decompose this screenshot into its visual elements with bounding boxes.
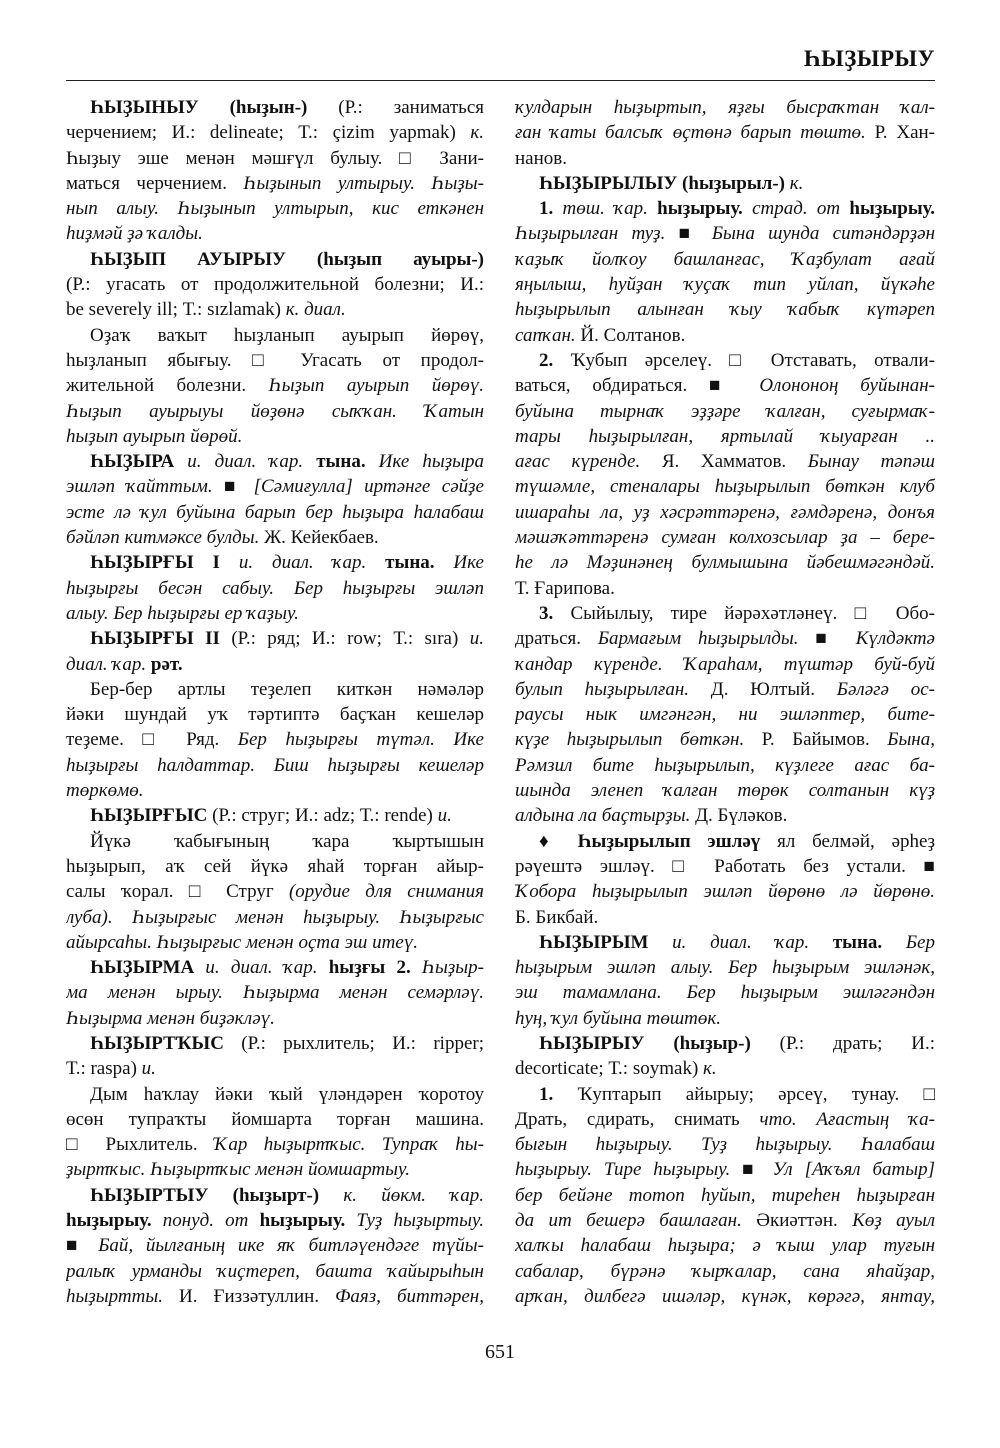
italic-text: к. диал. <box>285 299 346 321</box>
text-line <box>515 221 935 246</box>
italic-text: һыҙырғы бесән сабыу. Бер һыҙырғы эшләп <box>66 577 484 599</box>
text-line <box>66 727 484 752</box>
dictionary-paragraph <box>515 1031 935 1082</box>
text-line <box>515 196 935 221</box>
text-line <box>515 778 935 803</box>
text-line <box>66 879 484 904</box>
regular-text: салы ҡорал. □ Струг <box>66 881 289 903</box>
dictionary-paragraph <box>515 171 935 196</box>
italic-text: и. диал. ҡар. <box>174 451 317 473</box>
text-line <box>66 1157 484 1182</box>
text-line <box>66 550 484 575</box>
text-line <box>66 1031 484 1056</box>
italic-text: Һыҙынып ултырыу. Һыҙы- <box>243 172 484 194</box>
text-line <box>66 626 484 651</box>
italic-text: һыҙырылып алынған ҡыу ҡабыҡ күтәреп <box>515 299 935 321</box>
text-line <box>66 348 484 373</box>
italic-text: эшләп ҡайттым. <box>66 476 224 498</box>
italic-text: һуң, ҡул буйына төштөк. <box>515 1007 722 1029</box>
text-line <box>515 980 935 1005</box>
dictionary-paragraph <box>66 550 484 626</box>
text-line <box>66 1183 484 1208</box>
regular-text: Т.: raspa) <box>66 1058 142 1080</box>
text-line <box>66 171 484 196</box>
text-line <box>66 652 484 677</box>
regular-text: ваться, обдираться. ■ <box>515 375 760 397</box>
text-line <box>66 221 484 246</box>
text-line <box>66 120 484 145</box>
italic-text: к. <box>784 172 804 194</box>
regular-text: ■ <box>742 1159 773 1181</box>
regular-text: Б. Бикбай. <box>515 906 599 928</box>
text-line <box>515 702 935 727</box>
text-line <box>515 449 935 474</box>
dictionary-paragraph <box>515 95 935 171</box>
italic-text: Ул [Аҡъял батыр] <box>772 1159 935 1181</box>
italic-text: арҡан, дилбегә ишәләр, күнәк, көрәгә, янтау, <box>515 1285 935 1307</box>
dictionary-paragraph <box>515 601 935 829</box>
regular-text: черчением; И.: delineate; Т.: çizim yapmak) <box>66 122 471 144</box>
regular-text: Һыҙыу эше менән мәшғүл булыу. □ Зани- <box>66 147 484 169</box>
text-line <box>66 803 484 828</box>
dictionary-paragraph <box>66 677 484 803</box>
italic-text: һыҙырым эшләп алыу. Бер һыҙырым эшләнәк, <box>515 957 935 979</box>
text-line <box>66 424 484 449</box>
italic-text: Туҙ һыҙыртыу. <box>345 1210 484 1232</box>
regular-text: Бер-бер артлы теҙелеп киткән нәмәләр <box>90 678 484 700</box>
bold-text: һыҙырыу. <box>259 1210 346 1232</box>
text-line <box>515 930 935 955</box>
text-line <box>515 1259 935 1284</box>
text-line <box>515 829 935 854</box>
italic-text: Ике һыҙыра <box>365 451 484 473</box>
regular-text: (Р.: рыхлитель; И.: ripper; <box>223 1032 484 1054</box>
text-line <box>66 1082 484 1107</box>
text-line <box>515 500 935 525</box>
text-line <box>515 1233 935 1258</box>
dictionary-paragraph <box>66 1183 484 1309</box>
italic-text: к. йөкм. ҡар. <box>319 1184 484 1206</box>
italic-text: бығын һыҙырыу. Туҙ һыҙырыу. Һалабаш <box>515 1134 935 1156</box>
text-line <box>66 323 484 348</box>
italic-text: һыҙырғы һалдаттар. Биш һыҙырғы кешеләр <box>66 754 484 776</box>
regular-text: ■ <box>66 1235 99 1257</box>
text-line <box>66 854 484 879</box>
dictionary-paragraph <box>66 803 484 828</box>
italic-text: [Сәмиғулла] иртәнге сәйҙе <box>253 476 484 498</box>
text-line <box>515 576 935 601</box>
text-line <box>66 829 484 854</box>
text-line <box>515 1183 935 1208</box>
italic-text: күҙе һыҙырылып бөткән. <box>515 729 762 751</box>
italic-text: ралыҡ урманды ҡиҫтереп, башта ҡайырыһын <box>66 1260 484 1282</box>
italic-text: Көҙ ауыл <box>852 1210 935 1232</box>
regular-text: Йүкә ҡабығының ҡара ҡыртышын <box>90 830 484 852</box>
dictionary-paragraph <box>66 1031 484 1082</box>
italic-text: һыҙып ауырып йөрөй. <box>66 425 243 447</box>
regular-text: Ҡуптарып айырыу; әрсеү, тунау. □ <box>553 1083 935 1105</box>
text-line <box>515 1006 935 1031</box>
italic-text: шында эленеп ҡалған төрөк солтанын күҙ <box>515 780 935 802</box>
italic-text: Бер һыҙырғы түтәл. Ике <box>237 729 484 751</box>
regular-text: рәүештә эшләү. □ Работать без устали. ■ <box>515 855 935 877</box>
text-line <box>515 955 935 980</box>
italic-text: и. <box>469 628 484 650</box>
italic-text: Олононоң буйынан- <box>759 375 935 397</box>
italic-text: ҡандар күренде. Ҡараһам, түштәр буй-буй <box>515 653 935 675</box>
text-line <box>515 323 935 348</box>
italic-text: буйына тырнаҡ эҙҙәре ҡалған, суғырмаҡ- <box>515 400 935 422</box>
regular-text: ■ <box>815 628 856 650</box>
text-line <box>66 247 484 272</box>
bold-text: 2. <box>539 349 554 371</box>
text-line <box>66 525 484 550</box>
text-line <box>515 753 935 778</box>
italic-text: Ике <box>434 552 484 574</box>
text-line <box>515 474 935 499</box>
text-line <box>515 272 935 297</box>
italic-text: Һыҙырылған туҙ. <box>515 223 679 245</box>
regular-text: Я. Хамматов. <box>661 451 808 473</box>
regular-text: Р. Байымов. <box>761 729 888 751</box>
text-line <box>515 550 935 575</box>
regular-text: жительной болезни. <box>66 375 269 397</box>
text-line <box>66 95 484 120</box>
regular-text: өсөн тупраҡты йомшарта торған машина. <box>66 1108 484 1130</box>
dictionary-paragraph <box>66 955 484 1031</box>
italic-text: һыҙырыу. Тире һыҙырыу. <box>515 1159 743 1181</box>
text-line <box>515 905 935 930</box>
italic-text: Һыҙыр- <box>410 957 484 979</box>
regular-text: (Р.: драть; И.: <box>750 1032 935 1054</box>
italic-text: (орудие для снимания <box>288 881 484 903</box>
italic-text: булып һыҙырылған. <box>515 678 711 700</box>
page-number: 651 <box>485 1341 515 1363</box>
italic-text: һиҙмәй ҙә ҡалды. <box>66 223 203 245</box>
italic-text: к. <box>703 1058 717 1080</box>
text-line <box>66 753 484 778</box>
italic-text: төш. ҡар. <box>553 198 658 220</box>
italic-text: халҡы һалабаш һыҙыра; ә ҡыш улар туғын <box>515 1235 935 1257</box>
italic-text: алдына ла баҫтырҙы. <box>515 805 696 827</box>
text-line <box>66 1132 484 1157</box>
bold-text: ҺЫҘЫРТЫУ (һыҙырт-) <box>90 1184 320 1206</box>
header-rule <box>66 80 935 81</box>
text-line <box>66 500 484 525</box>
italic-text: Бына шунда ситәндәрҙән <box>711 223 935 245</box>
italic-text: сабалар, бүрәнә ҡырҡалар, сана яһайҙар, <box>515 1260 935 1282</box>
regular-text: Й. Солтанов. <box>580 324 686 346</box>
dictionary-paragraph <box>66 829 484 955</box>
text-line <box>515 652 935 677</box>
italic-text: Бына, <box>887 729 935 751</box>
text-line <box>66 1233 484 1258</box>
bold-text: тына. <box>385 552 435 574</box>
text-line <box>515 373 935 398</box>
text-line <box>515 727 935 752</box>
italic-text: эсте лә ҡул буйына барып бер һыҙыра һалабаш <box>66 501 484 523</box>
text-line <box>66 474 484 499</box>
italic-text: бәйләп китмәксе булды. <box>66 527 265 549</box>
text-line <box>515 399 935 424</box>
italic-text: түшәмле, стеналары һыҙырылып бөткән клуб <box>515 476 935 498</box>
text-line <box>515 171 935 196</box>
bold-text: рәт. <box>150 653 183 675</box>
regular-text: ♦ <box>539 830 578 852</box>
italic-text: и. диал. ҡар. <box>219 552 386 574</box>
italic-text: мәшәҡәттәренә сумған колхозсылар ҙа – бере- <box>515 527 935 549</box>
regular-text: (Р.: заниматься <box>307 97 484 118</box>
text-line <box>515 677 935 702</box>
bold-text: ҺЫҘЫРЫМ <box>539 931 649 953</box>
text-line <box>515 525 935 550</box>
text-line <box>66 146 484 171</box>
italic-text: страд. от <box>742 198 850 220</box>
italic-text: ағас күренде. <box>515 451 662 473</box>
text-line <box>515 120 935 145</box>
italic-text: нып алыу. Һыҙынып ултырып, кис еткәнен <box>66 198 484 220</box>
italic-text: и. диал. ҡар. <box>648 931 833 953</box>
regular-text: Д. Бүләков. <box>695 805 788 827</box>
bold-text: ҺЫҘЫНЫУ (һыҙын-) <box>90 97 308 118</box>
text-line <box>66 576 484 601</box>
regular-text: Әкиәттән. <box>756 1210 853 1232</box>
text-line <box>515 879 935 904</box>
regular-text: маться черчением. <box>66 172 244 194</box>
italic-text: да ит бешерә башлаған. <box>515 1210 757 1232</box>
italic-text: эш тамамлана. Бер һыҙырым эшләгәндән <box>515 982 935 1004</box>
text-line <box>66 196 484 221</box>
italic-text: и. <box>437 805 452 827</box>
italic-text: һе лә Мәҙинәнең булмышына йәбешмәгәндәй. <box>515 552 935 574</box>
text-line <box>66 1006 484 1031</box>
regular-text: һыҙырып, аҡ сей йүкә яһай торған айыр- <box>66 855 484 877</box>
dictionary-paragraph <box>515 348 935 601</box>
italic-text: Һыҙып ауырып йөрөү. <box>268 375 484 397</box>
text-line <box>515 348 935 373</box>
text-line <box>515 1107 935 1132</box>
regular-text: (Р.: струг; И.: adz; Т.: rende) <box>207 805 438 827</box>
bold-text: ҺЫҘЫРА <box>90 451 175 473</box>
text-line <box>66 272 484 297</box>
bold-text: ҺЫҘЫРЫУ (һыҙыр-) <box>539 1032 751 1054</box>
italic-text: раусы нык имгәнгән, ни эшләптер, бите- <box>515 704 935 726</box>
text-line <box>66 702 484 727</box>
regular-text: һыҙланып ябығыу. □ Угасать от продол- <box>66 349 484 371</box>
regular-text: Р. Хан- <box>874 122 935 144</box>
text-line <box>515 601 935 626</box>
regular-text: И. Ғиззәтуллин. <box>179 1285 336 1307</box>
text-line <box>515 1031 935 1056</box>
bold-text: ҺЫҘЫП АУЫРЫУ (һыҙып ауыры-) <box>90 248 484 270</box>
italic-text: ҡаҙыҡ йолҡоу башланғас, Ҡаҙбулат ағай <box>515 248 935 270</box>
text-line <box>66 1259 484 1284</box>
text-line <box>515 146 935 171</box>
italic-text: что. Ағастың ҡа- <box>759 1108 935 1130</box>
text-line <box>66 1056 484 1081</box>
text-line <box>515 854 935 879</box>
regular-text: decorticate; Т.: soymak) <box>515 1058 704 1080</box>
text-line <box>66 955 484 980</box>
text-line <box>66 930 484 955</box>
italic-text: алыу. Бер һыҙырғы ер ҡаҙыу. <box>66 602 299 624</box>
text-line <box>515 1082 935 1107</box>
regular-text: Ҡубып әрселеү. □ Отставать, отвали- <box>553 349 935 371</box>
regular-text: Оҙаҡ ваҡыт һыҙланып ауырып йөрөү, <box>90 324 484 346</box>
italic-text: и. <box>141 1058 156 1080</box>
italic-text: Бер <box>882 931 935 953</box>
text-line <box>66 1107 484 1132</box>
bold-text: тына. <box>832 931 883 953</box>
text-line <box>515 1132 935 1157</box>
regular-text: ■ <box>224 476 254 498</box>
regular-text: Т. Ғарипова. <box>515 577 615 599</box>
italic-text: Һыҙып ауырыуы йөҙөнә сыҡҡан. Ҡатын <box>66 400 484 422</box>
italic-text: ған ҡаты балсыҡ өҫтөнә барып төштө. <box>515 122 875 144</box>
bold-text: 3. <box>539 602 554 624</box>
regular-text: □ Рыхлитель. <box>66 1134 215 1156</box>
italic-text: Бынау тәпәш <box>807 451 935 473</box>
italic-text: һыҙыртты. <box>66 1285 179 1307</box>
regular-text: Драть, сдирать, снимать <box>515 1108 760 1130</box>
italic-text: понуд. от <box>151 1210 260 1232</box>
text-line <box>66 905 484 930</box>
bold-text: тына. <box>316 451 366 473</box>
bold-text: 1. <box>539 198 554 220</box>
bold-text: ҺЫҘЫРҒЫ I <box>90 552 220 574</box>
italic-text: Фаяз, биттәрен, <box>335 1285 484 1307</box>
text-line <box>66 1284 484 1309</box>
italic-text: Күлдәктә <box>855 628 935 650</box>
regular-text: Ж. Кейекбаев. <box>264 527 379 549</box>
bold-text: ҺЫҘЫРҒЫС <box>90 805 208 827</box>
text-line <box>515 626 935 651</box>
text-line <box>515 803 935 828</box>
italic-text: ма менән ырыу. Һыҙырма менән семәрләү. <box>66 982 484 1004</box>
regular-text: Д. Юлтый. <box>710 678 837 700</box>
regular-text: ял белмәй, әрһеҙ <box>760 830 935 852</box>
text-line <box>66 677 484 702</box>
dictionary-paragraph <box>515 1082 935 1310</box>
right-column <box>515 95 935 1309</box>
text-line <box>515 1208 935 1233</box>
italic-text: яңылыш, һуйҙан ҡуҫаҡ тип уйлап, йүкәһе <box>515 274 935 296</box>
bold-text: ҺЫҘЫРТҠЫС <box>90 1032 224 1054</box>
regular-text: Сыйылыу, тире йәрәхәтләнеү. □ Обо- <box>553 602 935 624</box>
bold-text: һыҙырыу. <box>657 198 743 220</box>
text-line <box>515 247 935 272</box>
dictionary-paragraph <box>66 323 484 449</box>
italic-text: сапҡан. <box>515 324 581 346</box>
text-line <box>66 601 484 626</box>
italic-text: Бармағым һыҙырылды. <box>597 628 816 650</box>
bold-text: һыҙырыу. <box>849 198 935 220</box>
bold-text: 1. <box>539 1083 554 1105</box>
bold-text: Һыҙырылып эшләү <box>577 830 761 852</box>
text-line <box>66 980 484 1005</box>
regular-text: (Р.: угасать от продолжительной болезни; И.: <box>66 274 484 296</box>
dictionary-paragraph <box>66 247 484 323</box>
bold-text: ҺЫҘЫРЫЛЫУ (һыҙырыл-) <box>539 172 785 194</box>
italic-text: Ҡар һыҙыртҡыс. Тупраҡ һы- <box>214 1134 484 1156</box>
italic-text: луба). Һыҙырғыс менән һыҙырыу. Һыҙырғыс <box>66 906 484 928</box>
dictionary-paragraph <box>515 930 935 1031</box>
text-line <box>66 399 484 424</box>
italic-text: диал. ҡар. <box>66 653 151 675</box>
left-column <box>66 95 484 1309</box>
italic-text: Ҡобора һыҙырылып эшләп йөрөнө лә йөрөнө. <box>515 881 935 903</box>
italic-text: Бәләгә ос- <box>836 678 935 700</box>
italic-text: Бай, йылғаның ике яҡ битләүендәге түйы- <box>98 1235 484 1257</box>
regular-text: ■ <box>678 223 712 245</box>
bold-text: ҺЫҘЫРҒЫ II <box>90 628 220 650</box>
regular-text: йәки шундай уҡ тәртиптә баҫҡан кешеләр <box>66 704 484 726</box>
italic-text: к. <box>470 122 484 144</box>
running-head: ҺЫҘЫРЫУ <box>803 46 935 71</box>
text-line <box>66 1208 484 1233</box>
text-line <box>515 297 935 322</box>
regular-text: (Р.: ряд; И.: row; Т.: sıra) <box>219 628 470 650</box>
text-line <box>515 424 935 449</box>
italic-text: Рәмзил бите һыҙырылып, күҙлеге ағас ба- <box>515 754 935 776</box>
text-line <box>515 1157 935 1182</box>
bold-text: ҺЫҘЫРМА <box>90 957 195 979</box>
text-line <box>515 1056 935 1081</box>
bold-text: һыҙырыу. <box>66 1210 152 1232</box>
bold-text: һыҙғы 2. <box>328 957 411 979</box>
dictionary-paragraph <box>66 626 484 677</box>
italic-text: и. диал. ҡар. <box>194 957 329 979</box>
italic-text: ҡулдарын һыҙыртып, яҙғы бысраҡтан ҡал- <box>515 97 935 118</box>
dictionary-paragraph <box>515 196 935 348</box>
italic-text: тары һыҙырылған, яртылай ҡыуарған .. <box>515 425 935 447</box>
regular-text: драться. <box>515 628 598 650</box>
regular-text: be severely ill; Т.: sızlamak) <box>66 299 286 321</box>
italic-text: ҙыртҡыс. Һыҙыртҡыс менән йомшартыу. <box>66 1159 411 1181</box>
dictionary-paragraph <box>66 1082 484 1183</box>
regular-text: нанов. <box>515 147 567 169</box>
italic-text: Һыҙырма менән биҙәкләү. <box>66 1007 275 1029</box>
italic-text: бер бейәне тотоп һуйып, тиреһен һыҙырған <box>515 1184 935 1206</box>
italic-text: айырсаһы. Һыҙырғыс менән оҫта эш итеү. <box>66 931 418 953</box>
text-line <box>66 373 484 398</box>
text-line <box>66 297 484 322</box>
text-line <box>515 95 935 120</box>
dictionary-paragraph <box>66 95 484 247</box>
italic-text: төркөмө. <box>66 780 144 802</box>
regular-text: теҙеме. □ Ряд. <box>66 729 238 751</box>
dictionary-paragraph <box>515 829 935 930</box>
text-line <box>66 449 484 474</box>
dictionary-paragraph <box>66 449 484 550</box>
regular-text: Дым һаҡлау йәки ҡый үләндәрен ҡоротоу <box>90 1083 484 1105</box>
text-line <box>66 778 484 803</box>
italic-text: ишараһы ла, уҙ хәсрәттәренә, ғәмдәренә, донъя <box>515 501 935 523</box>
text-line <box>515 1284 935 1309</box>
